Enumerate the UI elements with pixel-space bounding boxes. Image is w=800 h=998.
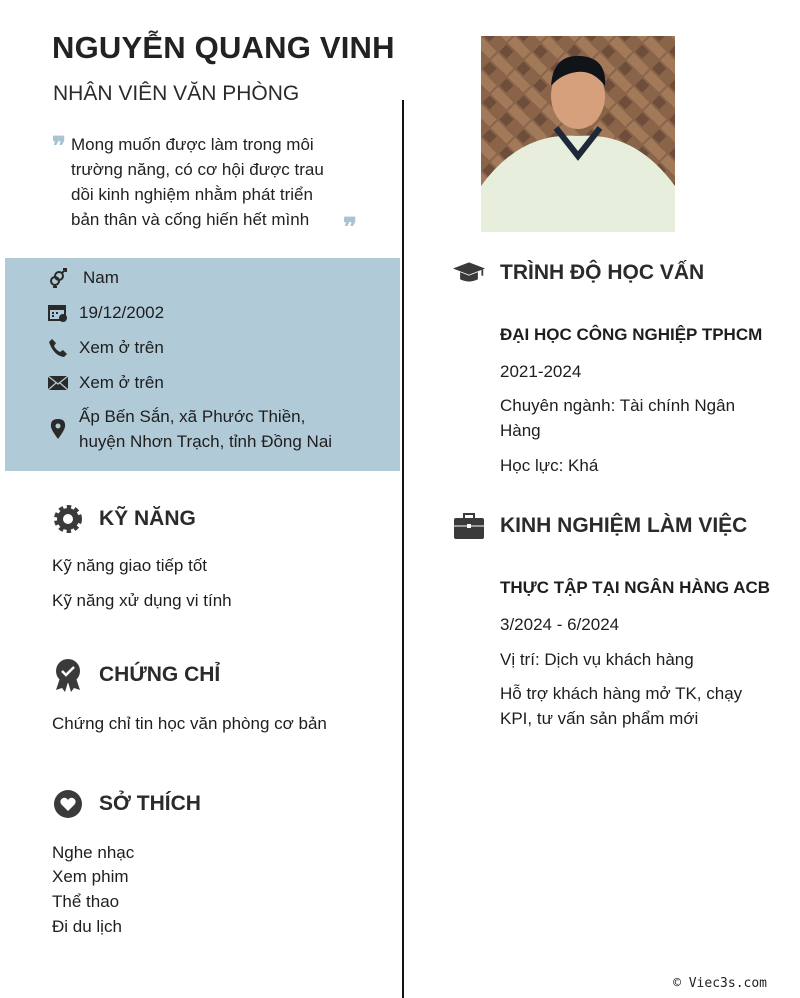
open-quote-icon: ❞ [52, 132, 66, 162]
skills-title: KỸ NĂNG [99, 507, 196, 530]
candidate-role: NHÂN VIÊN VĂN PHÒNG [53, 82, 300, 105]
birthday-row [47, 300, 164, 325]
experience-description [500, 681, 742, 731]
education-title: TRÌNH ĐỘ HỌC VẤN [500, 261, 705, 284]
objective-line: dồi kinh nghiệm nhằm phát triển [71, 185, 313, 204]
address-row [47, 404, 332, 454]
certificates-title: CHỨNG CHỈ [99, 663, 221, 686]
objective-line: trường năng, có cơ hội được trau [71, 160, 324, 179]
award-badge-icon [52, 659, 84, 691]
skills-heading [52, 503, 196, 535]
phone-value: Xem ở trên [79, 338, 164, 357]
profile-photo [481, 36, 675, 232]
phone-row [47, 335, 164, 360]
close-quote-icon: ❞ [343, 213, 357, 243]
heart-icon [52, 788, 84, 820]
gear-icon [52, 503, 84, 535]
career-objective [71, 132, 341, 232]
description-line: KPI, tư vấn sản phẩm mới [500, 709, 699, 728]
gender-row [47, 265, 119, 290]
certificates-heading [52, 659, 220, 691]
major-line: Hàng [500, 421, 541, 440]
watermark-footer: © Viec3s.com [673, 976, 767, 991]
calendar-icon [47, 302, 69, 324]
envelope-icon [47, 372, 69, 394]
hobby-item: Xem phim [52, 867, 129, 886]
experience-heading [453, 510, 747, 542]
gender-value: Nam [83, 268, 119, 287]
address-value [79, 404, 332, 454]
email-value: Xem ở trên [79, 373, 164, 392]
location-pin-icon [47, 418, 69, 440]
experience-title: KINH NGHIỆM LÀM VIỆC [500, 514, 748, 537]
address-line: Ấp Bến Sắn, xã Phước Thiền, [79, 407, 306, 426]
email-row [47, 370, 164, 395]
major-line: Chuyên ngành: Tài chính Ngân [500, 396, 736, 415]
school-name: ĐẠI HỌC CÔNG NGHIỆP TPHCM [500, 325, 763, 344]
gender-icon [47, 267, 69, 289]
certificate-item: Chứng chỉ tin học văn phòng cơ bản [52, 714, 327, 733]
education-period: 2021-2024 [500, 362, 582, 381]
education-heading [453, 257, 704, 289]
address-line: huyện Nhơn Trạch, tỉnh Đồng Nai [79, 432, 333, 451]
description-line: Hỗ trợ khách hàng mở TK, chạy [500, 684, 743, 703]
education-grade: Học lực: Khá [500, 456, 599, 475]
hobbies-title: SỞ THÍCH [99, 792, 201, 815]
hobby-item: Đi du lịch [52, 917, 122, 936]
company-name: THỰC TẬP TẠI NGÂN HÀNG ACB [500, 578, 771, 597]
hobby-item: Thể thao [52, 892, 120, 911]
skill-item: Kỹ năng xử dụng vi tính [52, 591, 232, 610]
hobby-item: Nghe nhạc [52, 843, 135, 862]
objective-line: bản thân và cống hiến hết mình [71, 210, 310, 229]
column-divider [402, 100, 404, 998]
birthday-value: 19/12/2002 [79, 303, 165, 322]
phone-icon [47, 337, 69, 359]
candidate-name: NGUYỄN QUANG VINH [52, 30, 395, 65]
experience-period: 3/2024 - 6/2024 [500, 615, 620, 634]
objective-line: Mong muốn được làm trong môi [71, 135, 314, 154]
briefcase-icon [453, 510, 485, 542]
hobbies-heading [52, 788, 201, 820]
education-major [500, 393, 735, 443]
skill-item: Kỹ năng giao tiếp tốt [52, 556, 208, 575]
graduation-cap-icon [453, 257, 485, 289]
experience-position: Vị trí: Dịch vụ khách hàng [500, 650, 694, 669]
